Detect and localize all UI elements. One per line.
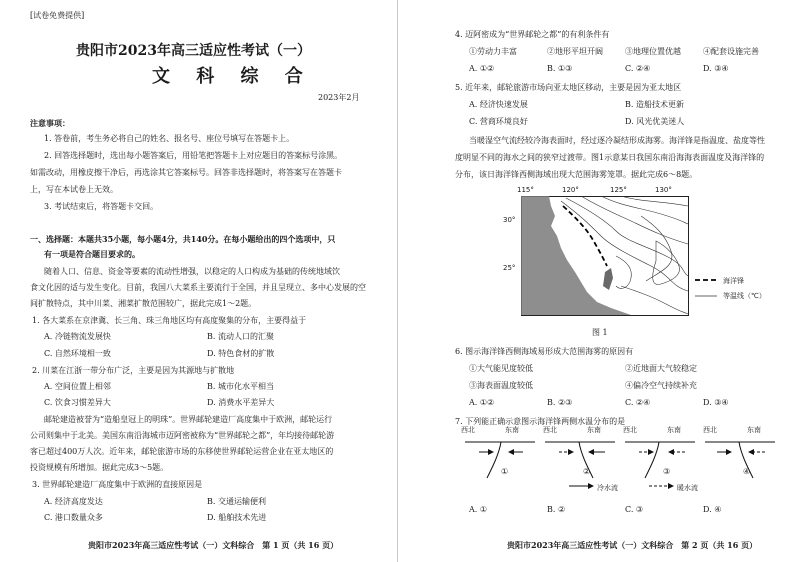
q4-item: ②地形平坦开阔 [547,47,603,56]
notes-line: 上，写在本试卷上无效。 [30,185,118,194]
q4-option-b[interactable]: B. ①③ [547,64,573,73]
diagram-label-west: 西北 [623,426,637,434]
q4-option-a[interactable]: A. ①② [469,64,495,73]
passage-line: 当暖湿空气流经较冷海表面时，经过逐冷凝结形成海雾。海洋锋是指温度、盐度等性 [469,136,765,145]
section-heading: 一、选择题：本题共35小题，每小题4分，共140分。在每小题给出的四个选项中，只 [30,234,336,244]
passage-line: 食文化因的适与发生变化。目前，我国八大菜系主要流行于全国，并且呈现立、多中心发展的空 [30,283,366,292]
q6-option-d[interactable]: D. ③④ [703,398,729,407]
exam-subject: 文 科 综 合 [152,66,313,87]
legend-ocean-front: 海洋锋 [723,277,744,285]
longitude-label: 120° [562,186,579,194]
q2-option-d[interactable]: D. 消费水平差异大 [207,398,275,407]
legend-symbols [693,272,723,302]
diagram-label-west: 西北 [461,426,475,434]
question-6-stem: 6. 图示海洋锋西侧海域易形成大范围海雾的原因有 [455,347,634,356]
sea-temperature-map [497,184,766,322]
q3-option-b[interactable]: B. 交通运输便利 [207,497,266,506]
passage-line: 随着人口、信息、资金等要素的流动性增强，以稳定的人口构成为基础的传统地域饮 [44,267,340,276]
diagram-number: ① [501,467,509,476]
diagram-label-west: 西北 [703,426,717,434]
exam-title: 贵阳市2023年高三适应性考试（一） [76,43,311,59]
q2-option-a[interactable]: A. 空间位置上相邻 [44,382,111,391]
q3-option-c[interactable]: C. 港口数量众多 [44,513,103,522]
q3-option-d[interactable]: D. 船舶技术先进 [207,513,267,522]
q7-option-d[interactable]: D. ④ [703,505,722,514]
exam-date: 2023年2月 [318,93,360,102]
section-heading: 有一项是符合题目要求的。 [44,249,140,259]
q4-option-d[interactable]: D. ③④ [703,64,729,73]
diagram-label-east: 东南 [747,426,761,434]
legend-cold-flow: 冷水流 [597,484,618,492]
question-2-stem: 2. 川菜在江浙一带分布广泛，主要是因为其源地与扩散地 [32,366,235,375]
notes-line: 1. 答卷前，考生务必将自己的姓名、报名号、座位号填写在答题卡上。 [44,134,295,143]
diagram-label-east: 东南 [505,426,519,434]
q6-option-a[interactable]: A. ①② [469,398,495,407]
q3-option-a[interactable]: A. 经济高度发达 [44,497,103,506]
longitude-label: 130° [655,186,672,194]
q6-item: ②近地面大气较稳定 [625,364,697,373]
q1-option-b[interactable]: B. 流动人口的汇聚 [207,332,274,341]
q6-item: ④偏冷空气持续补充 [625,381,697,390]
q5-option-a[interactable]: A. 经济快速发展 [469,100,528,109]
longitude-label: 125° [610,186,627,194]
passage-line: 投资规模有所增加。据此完成3～5题。 [30,463,169,472]
legend-warm-flow: 暖水流 [677,484,698,492]
q5-option-b[interactable]: B. 造船技术更新 [625,100,684,109]
q6-option-b[interactable]: B. ②③ [547,398,573,407]
diagram-number: ④ [743,467,751,476]
longitude-label: 115° [517,186,534,194]
question-3-stem: 3. 世界邮轮建造厂高度集中于欧洲的直接原因是 [32,480,203,489]
figure-caption: 图 1 [592,328,608,337]
q7-option-c[interactable]: C. ③ [625,505,644,514]
notes-heading: 注意事项： [30,118,70,128]
water-temperature-diagrams [459,430,789,492]
passage-line: 客已超过400万人次。近年来，邮轮旅游市场的东移使世界邮轮运营企业在亚太地区的 [30,447,334,456]
page-footer: 贵阳市2023年高三适应性考试（一）文科综合 第 2 页（共 16 页） [507,540,758,550]
passage-line: 邮轮建造被誉为“造船皇冠上的明珠”。世界邮轮建造厂高度集中于欧洲，邮轮运行 [44,415,333,424]
latitude-label: 25° [503,264,516,272]
question-5-stem: 5. 近年来，邮轮旅游市场向亚太地区移动，主要是因为亚太地区 [455,83,682,92]
question-1-stem: 1. 各大菜系在京津冀、长三角、珠三角地区均有高度聚集的分布，主要得益于 [32,316,307,325]
q7-option-b[interactable]: B. ② [547,505,566,514]
legend-isotherm: 等温线（℃） [723,292,766,300]
passage-line: 间扩散特点，其中川菜、湘菜扩散范围较广，据此完成1～2题。 [30,299,257,308]
q7-option-a[interactable]: A. ① [469,505,488,514]
q1-option-d[interactable]: D. 特色食材的扩散 [207,349,275,358]
diagram-label-west: 西北 [543,426,557,434]
q6-item: ①大气能见度较低 [469,364,533,373]
diagram-number: ② [583,467,591,476]
latitude-label: 30° [503,216,516,224]
q1-option-c[interactable]: C. 自然环境相一致 [44,349,111,358]
notes-line: 3. 考试结束后，将答题卡交回。 [44,202,159,211]
diagram-number: ③ [663,467,671,476]
q4-item: ①劳动力丰富 [469,47,517,56]
q6-option-c[interactable]: C. ②④ [625,398,651,407]
passage-line: 度明显不同的海水之间的狭窄过渡带。图1示意某日我国东南沿海海表面温度及海洋锋的 [455,153,765,162]
notes-line: 2. 回答选择题时，选出每小题答案后，用铅笔把答题卡上对应题目的答案标号涂黑。 [44,151,343,160]
q6-item: ③海表面温度较低 [469,381,533,390]
q4-item: ③地理位置优越 [625,47,681,56]
passage-line: 公司则集中于北美。美国东南沿海城市迈阿密被称为“世界邮轮之都”，年均接待邮轮游 [30,431,335,440]
q5-option-c[interactable]: C. 营商环境良好 [469,117,528,126]
q2-option-b[interactable]: B. 城市化水平相当 [207,382,274,391]
diagram-label-east: 东南 [667,426,681,434]
diagram-label-east: 东南 [587,426,601,434]
free-tag: [试卷免费提供] [30,11,85,20]
q1-option-a[interactable]: A. 冷链物流发展快 [44,332,111,341]
notes-line: 如需改动，用橡皮擦干净后，再选涂其它答案标号。回答非选择题时，将答案写在答题卡 [30,168,342,177]
q5-option-d[interactable]: D. 风光优美迷人 [625,117,685,126]
q4-option-c[interactable]: C. ②④ [625,64,651,73]
page-footer: 贵阳市2023年高三适应性考试（一）文科综合 第 1 页（共 16 页） [88,540,339,550]
passage-line: 分布，该日海洋锋西侧海域出现大范围海雾笼罩。据此完成6～8题。 [455,170,698,179]
question-7-stem: 7. 下列能正确示意图示海洋锋两侧水温分布的是 [455,417,626,426]
q2-option-c[interactable]: C. 饮食习惯差异大 [44,398,111,407]
right-page [397,0,794,562]
question-4-stem: 4. 迈阿密成为“世界邮轮之都”的有利条件有 [455,30,610,39]
q4-item: ④配套设施完善 [703,47,759,56]
map-frame [521,196,689,316]
